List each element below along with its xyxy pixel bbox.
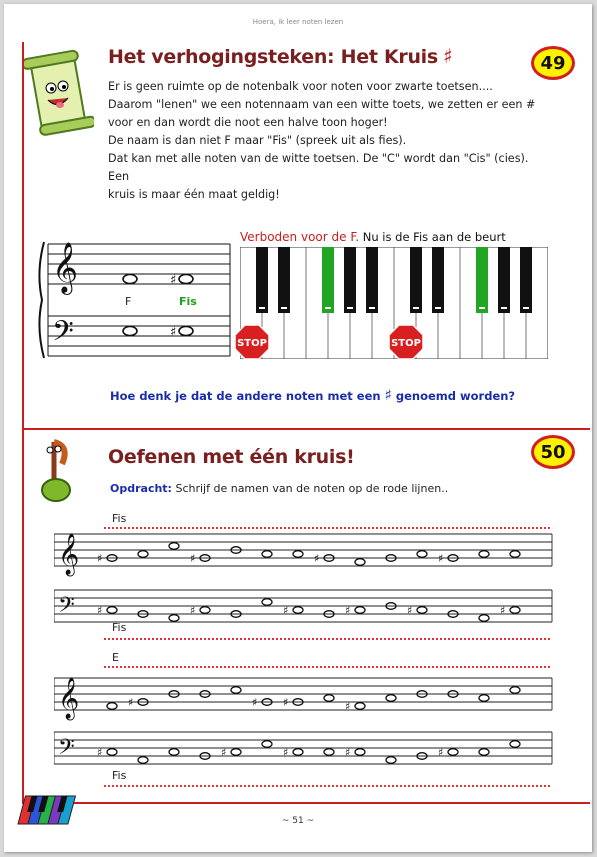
workbook-page <box>4 4 592 852</box>
treble-clef-icon: 𝄞 <box>58 678 80 719</box>
whole-note <box>324 695 334 702</box>
svg-text:♯: ♯ <box>170 273 177 288</box>
whole-note <box>417 607 427 614</box>
sharp-accidental: ♯ <box>283 696 289 709</box>
sharp-accidental: ♯ <box>345 746 351 759</box>
section1-title: Het verhogingsteken: Het Kruis <box>108 46 438 68</box>
text-line: kruis is maar één maat geldig! <box>108 188 280 201</box>
sharp-accidental: ♯ <box>97 604 103 617</box>
grand-staff <box>34 232 234 362</box>
exercise-badge-49: 49 <box>531 46 575 80</box>
question-sharp: ♯ <box>384 386 392 404</box>
treble-clef-icon: 𝄞 <box>58 534 80 575</box>
whole-note <box>510 687 520 694</box>
intro-text <box>108 78 548 204</box>
text-line: Dat kan met alle noten van de witte toetsen. De "C" wordt dan "Cis" (cies). Een <box>108 152 529 183</box>
key-shine <box>523 307 529 309</box>
answer-example-3: E <box>112 651 119 664</box>
fis-key-highlight <box>322 247 334 313</box>
whole-note <box>231 749 241 756</box>
assignment-label: Opdracht: <box>110 482 172 495</box>
text-line: voor en dan wordt die noot een halve toon hoger! <box>108 116 388 129</box>
sharp-accidental: ♯ <box>345 604 351 617</box>
key-shine <box>281 307 287 309</box>
black-key <box>520 247 532 313</box>
black-key <box>344 247 356 313</box>
whole-note <box>510 551 520 558</box>
key-shine <box>369 307 375 309</box>
answer-example-4: Fis <box>112 769 127 782</box>
sharp-accidental: ♯ <box>407 604 413 617</box>
whole-note <box>479 551 489 558</box>
sharp-accidental: ♯ <box>283 746 289 759</box>
sharp-accidental: ♯ <box>314 552 320 565</box>
whole-note <box>479 695 489 702</box>
stop-sign-icon <box>388 324 424 360</box>
exercise-badge-50: 50 <box>531 435 575 469</box>
black-key <box>278 247 290 313</box>
svg-text:♯: ♯ <box>170 325 177 340</box>
whole-note <box>169 749 179 756</box>
sharp-accidental: ♯ <box>500 604 506 617</box>
key-shine <box>325 307 331 309</box>
black-key <box>410 247 422 313</box>
stop-text: STOP <box>391 338 421 349</box>
key-shine <box>413 307 419 309</box>
bass-clef-icon: 𝄢 <box>52 315 74 355</box>
whole-note <box>138 757 148 764</box>
whole-note <box>107 749 117 756</box>
bass-clef-icon: 𝄢 <box>58 593 75 623</box>
exercise-staves-1-2 <box>54 520 554 652</box>
scroll-mascot-icon <box>24 48 94 138</box>
whole-note <box>355 703 365 710</box>
answer-line-4[interactable] <box>104 785 550 787</box>
sharp-accidental: ♯ <box>345 700 351 713</box>
stop-sign-icon <box>234 324 270 360</box>
text-line: Er is geen ruimte op de notenbalk voor noten voor zwarte toetsen.... <box>108 80 493 93</box>
whole-note <box>293 607 303 614</box>
whole-note <box>169 615 179 622</box>
section1-heading <box>108 44 453 68</box>
sharp-accidental: ♯ <box>438 552 444 565</box>
section2-frame-left <box>22 430 24 802</box>
key-shine <box>259 307 265 309</box>
black-key <box>256 247 268 313</box>
fis-key-highlight <box>476 247 488 313</box>
note-label-f: F <box>125 295 132 308</box>
eighth-note-mascot-icon <box>36 436 80 506</box>
question-part1: Hoe denk je dat de andere noten met een <box>110 389 381 403</box>
sharp-accidental: ♯ <box>97 746 103 759</box>
whole-note <box>107 607 117 614</box>
question-line <box>110 386 515 404</box>
text-line: De naam is dan niet F maar "Fis" (spreek uit als fies). <box>108 134 407 147</box>
section-divider <box>22 428 590 430</box>
whole-note <box>262 599 272 606</box>
answer-example-1: Fis <box>112 512 127 525</box>
page-number: ~ 51 ~ <box>281 816 315 826</box>
whole-note <box>262 741 272 748</box>
key-shine <box>435 307 441 309</box>
caption-forbidden: Verboden voor de F. <box>240 230 360 244</box>
bottom-frame <box>22 802 590 804</box>
sharp-accidental: ♯ <box>190 552 196 565</box>
answer-line-2[interactable] <box>104 638 550 640</box>
bass-clef-icon: 𝄢 <box>58 735 75 765</box>
treble-clef-icon: 𝄞 <box>52 242 79 293</box>
whole-note <box>169 543 179 550</box>
question-part2: genoemd worden? <box>395 389 516 403</box>
sharp-accidental: ♯ <box>97 552 103 565</box>
assignment <box>110 482 448 495</box>
whole-note <box>355 559 365 566</box>
whole-note <box>293 749 303 756</box>
whole-note <box>107 703 117 710</box>
stop-text: STOP <box>237 338 267 349</box>
assignment-text: Schrijf de namen van de noten op de rode lijnen.. <box>175 482 449 495</box>
answer-example-2: Fis <box>112 621 127 634</box>
keyboard-caption <box>240 230 506 244</box>
black-key <box>498 247 510 313</box>
sharp-accidental: ♯ <box>221 746 227 759</box>
text-line: Daarom "lenen" we een notennaam van een witte toets, we zetten er een # <box>108 98 536 111</box>
whole-note <box>479 749 489 756</box>
key-shine <box>347 307 353 309</box>
section2-title: Oefenen met één kruis! <box>108 446 355 468</box>
whole-note <box>262 551 272 558</box>
sharp-accidental: ♯ <box>252 696 258 709</box>
whole-note <box>510 741 520 748</box>
whole-note <box>293 551 303 558</box>
whole-note <box>231 687 241 694</box>
sharp-symbol: ♯ <box>443 44 453 68</box>
whole-note <box>200 607 210 614</box>
running-header: Hoera, ik leer noten lezen <box>252 18 344 26</box>
key-shine <box>501 307 507 309</box>
black-key <box>432 247 444 313</box>
whole-note <box>479 615 489 622</box>
whole-note <box>386 695 396 702</box>
key-shine <box>479 307 485 309</box>
whole-note <box>355 749 365 756</box>
whole-note <box>355 607 365 614</box>
sharp-accidental: ♯ <box>283 604 289 617</box>
whole-note <box>324 749 334 756</box>
sharp-accidental: ♯ <box>128 696 134 709</box>
exercise-staves-3-4 <box>54 660 554 770</box>
caption-fis: Nu is de Fis aan de beurt <box>362 230 506 244</box>
sharp-accidental: ♯ <box>190 604 196 617</box>
whole-note <box>386 757 396 764</box>
sharp-accidental: ♯ <box>438 746 444 759</box>
note-label-fis: Fis <box>179 295 197 308</box>
black-key <box>366 247 378 313</box>
whole-note <box>417 551 427 558</box>
whole-note <box>510 607 520 614</box>
whole-note <box>138 551 148 558</box>
whole-note <box>448 749 458 756</box>
